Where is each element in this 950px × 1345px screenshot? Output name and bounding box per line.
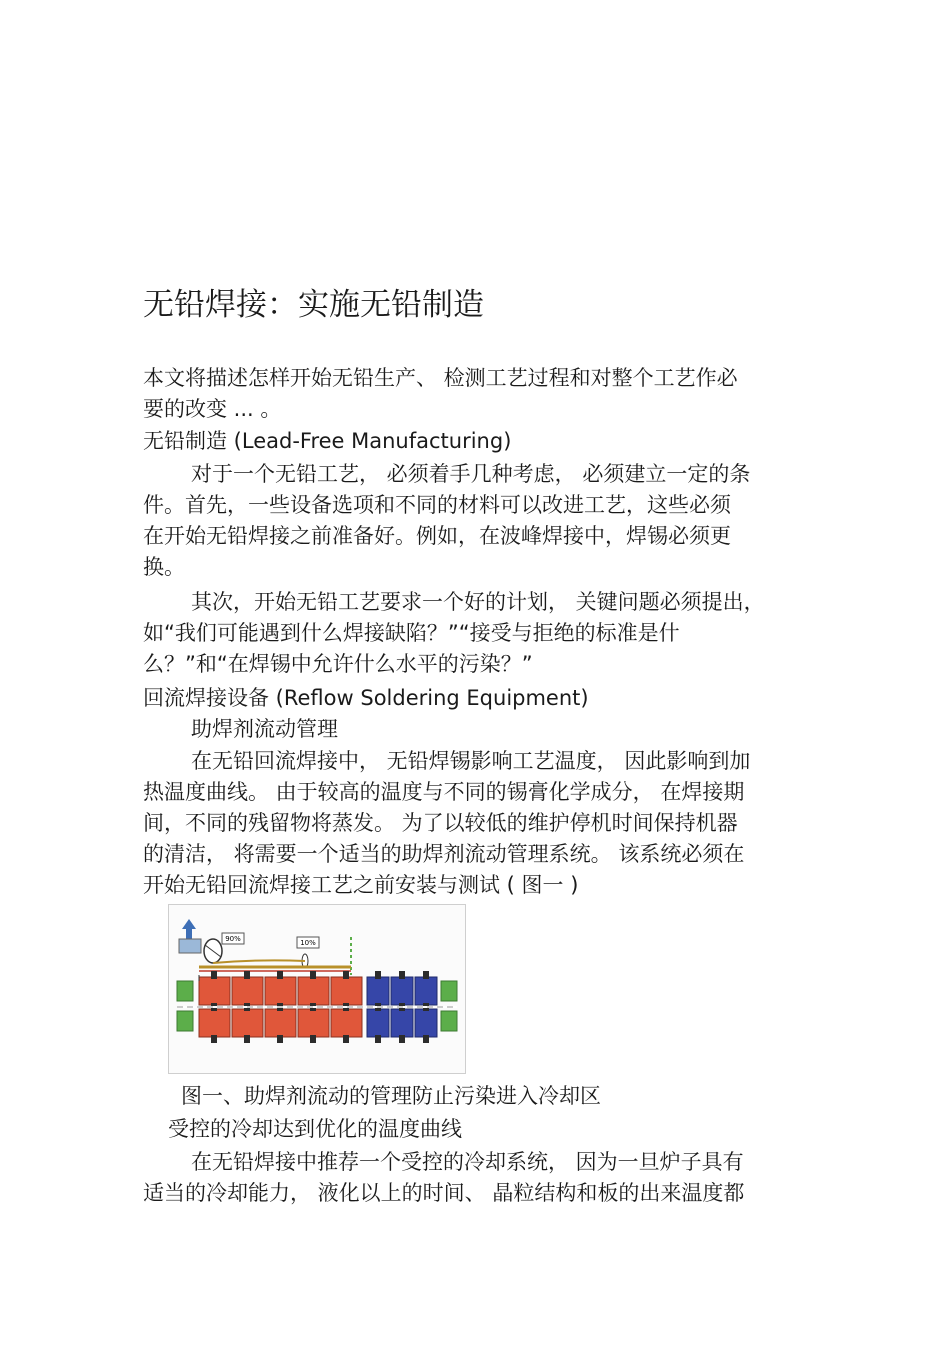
exhaust-arrow-icon [179,919,201,953]
subheading-controlled-cooling: 受控的冷却达到优化的温度曲线 [168,1117,462,1141]
intro-line-1: 本文将描述怎样开始无铅生产、 检测工艺过程和对整个工艺作必 [143,366,738,390]
page-title: 无铅焊接：实施无铅制造 [143,287,484,323]
flux-separator-icon [204,939,222,963]
section-heading-reflow: 回流焊接设备 (Reflow Soldering Equipment) [143,686,589,710]
paragraph-2-line-3: 么？”和“在焊锡中允许什么水平的污染？” [143,652,533,676]
paragraph-4-line-1: 在无铅焊接中推荐一个受控的冷却系统， 因为一旦炉子具有 [191,1150,744,1174]
paragraph-1-line-3: 在开始无铅焊接之前准备好。例如，在波峰焊接中，焊锡必须更 [143,524,731,548]
section-heading-lead-free: 无铅制造 (Lead-Free Manufacturing) [143,429,512,453]
paragraph-2-line-1: 其次，开始无铅工艺要求一个好的计划， 关键问题必须提出， [191,590,765,614]
label-90-percent: 90% [225,935,241,943]
paragraph-3-line-4: 的清洁， 将需要一个适当的助焊剂流动管理系统。 该系统必须在 [143,842,745,866]
paragraph-3-line-2: 热温度曲线。 由于较高的温度与不同的锡膏化学成分， 在焊接期 [143,780,745,804]
reflow-oven-figure [168,904,466,1074]
paragraph-3-line-3: 间，不同的残留物将蒸发。 为了以较低的维护停机时间保持机器 [143,811,738,835]
paragraph-2-line-2: 如“我们可能遇到什么焊接缺陷？”“接受与拒绝的标准是什 [143,621,680,645]
label-10-percent: 10% [300,939,316,947]
paragraph-1-line-1: 对于一个无铅工艺， 必须着手几种考虑， 必须建立一定的条 [191,462,751,486]
paragraph-3-line-1: 在无铅回流焊接中， 无铅焊锡影响工艺温度， 因此影响到加 [191,749,751,773]
figure-caption: 图一、助焊剂流动的管理防止污染进入冷却区 [181,1084,601,1108]
paragraph-1-line-4: 换。 [143,555,185,579]
paragraph-1-line-2: 件。首先，一些设备选项和不同的材料可以改进工艺，这些必须 [143,493,731,517]
subheading-flux-management: 助焊剂流动管理 [191,717,338,741]
paragraph-3-line-5: 开始无铅回流焊接工艺之前安装与测试 ( 图一 ) [143,873,579,897]
paragraph-4-line-2: 适当的冷却能力， 液化以上的时间、 晶粒结构和板的出来温度都 [143,1181,745,1205]
intro-line-2: 要的改变 ... 。 [143,397,282,421]
